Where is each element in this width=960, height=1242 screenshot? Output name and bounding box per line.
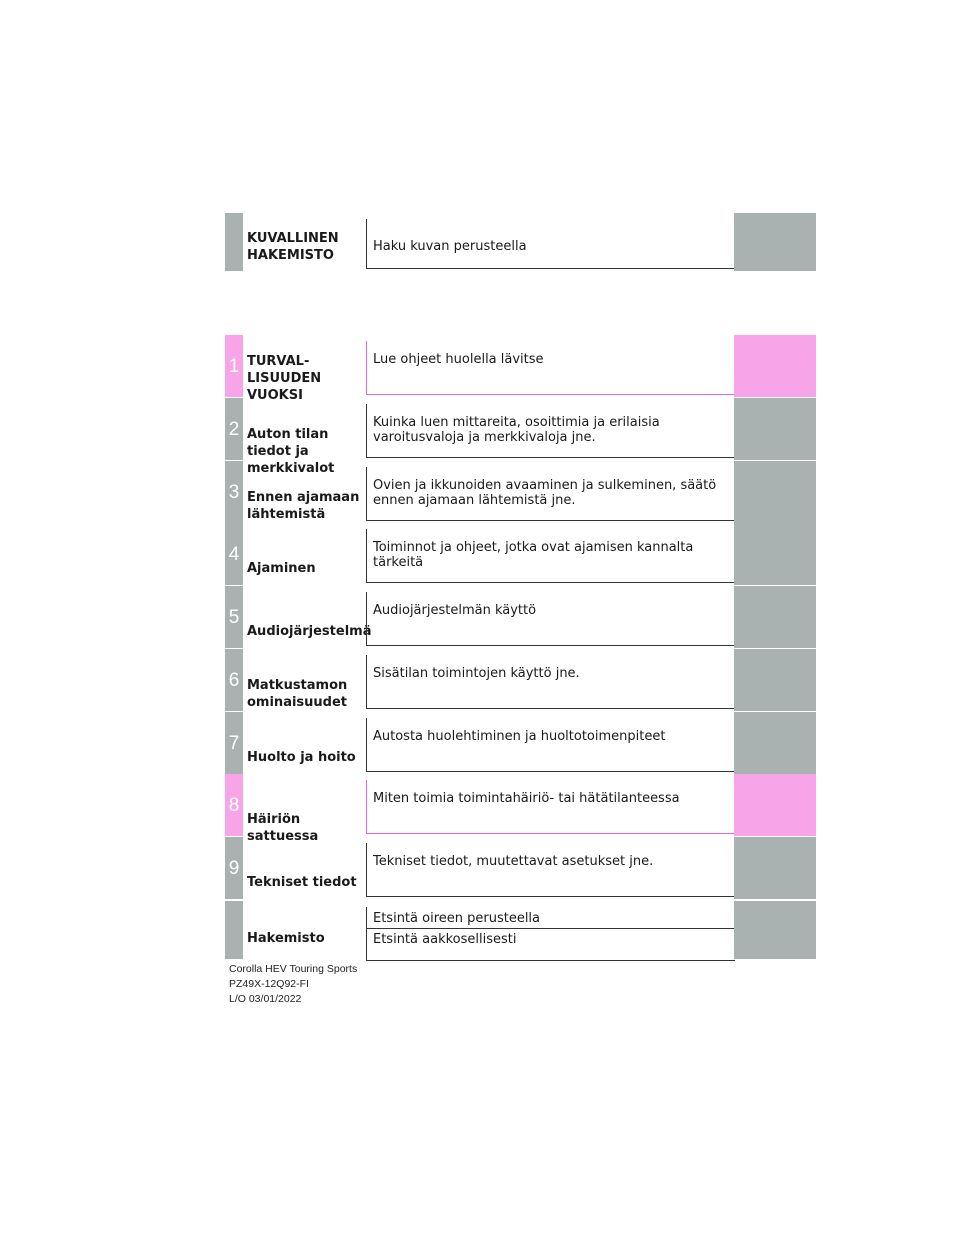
section-title: Häiriön sattuessa (247, 812, 319, 844)
section-underline (366, 896, 734, 897)
footer-date: L/O 03/01/2022 (229, 993, 302, 1005)
index-tab (225, 901, 243, 959)
index-item-divider (367, 928, 735, 929)
section-side-tab (734, 712, 816, 774)
section-tab (225, 586, 243, 648)
section-link[interactable] (366, 467, 735, 521)
section-number: 3 (228, 482, 240, 503)
section-number: 2 (228, 419, 240, 440)
section-description: Toiminnot ja ohjeet, jotka ovat ajamisen kannalta tärkeitä (373, 540, 694, 570)
section-underline (366, 520, 734, 521)
section-description: Sisätilan toimintojen käyttö jne. (373, 666, 580, 681)
section-row (225, 837, 816, 899)
section-row (225, 649, 816, 711)
section-underline (366, 582, 734, 583)
footer-code: PZ49X-12Q92-FI (229, 978, 309, 990)
section-link[interactable] (366, 529, 735, 583)
footer-model: Corolla HEV Touring Sports (229, 963, 358, 975)
section-tab (225, 523, 243, 585)
section-underline (366, 771, 734, 772)
section-description: Lue ohjeet huolella lävitse (373, 352, 544, 367)
header-row (225, 213, 816, 271)
index-item-alphabetical[interactable]: Etsintä aakkosellisesti (373, 932, 517, 947)
section-tab (225, 461, 243, 523)
section-tab (225, 837, 243, 899)
section-side-tab (734, 586, 816, 648)
footer (229, 962, 357, 1007)
section-link[interactable] (366, 843, 735, 897)
section-side-tab (734, 398, 816, 460)
header-tab (225, 213, 243, 271)
section-row (225, 398, 816, 476)
section-underline (366, 457, 734, 458)
section-link[interactable] (366, 718, 735, 772)
section-row (225, 586, 816, 648)
section-description: Miten toimia toimintahäiriö- tai hätätilanteessa (373, 791, 680, 806)
section-tab (225, 398, 243, 460)
section-description: Kuinka luen mittareita, osoittimia ja erilaisia varoitusvaloja ja merkkivaloja jne. (373, 415, 660, 445)
section-row (225, 335, 816, 403)
section-title: Audiojärjestelmä (247, 624, 372, 639)
section-tab (225, 774, 243, 836)
index-side-tab (734, 901, 816, 959)
section-number: 7 (228, 733, 240, 754)
header-link[interactable] (366, 219, 735, 269)
section-title: TURVAL-LISUUDEN VUOKSI (247, 354, 322, 403)
section-link[interactable] (366, 404, 735, 458)
header-side-tab (734, 213, 816, 271)
section-number: 4 (228, 544, 240, 565)
header-description: Haku kuvan perusteella (373, 239, 527, 254)
index-item-symptom[interactable]: Etsintä oireen perusteella (373, 911, 541, 926)
section-underline (366, 708, 734, 709)
section-number: 6 (228, 670, 240, 691)
index-links (366, 907, 735, 961)
section-underline (366, 394, 734, 395)
section-description: Autosta huolehtiminen ja huoltotoimenpiteet (373, 729, 666, 744)
section-title: Ajaminen (247, 561, 316, 576)
section-link[interactable] (366, 592, 735, 646)
section-side-tab (734, 774, 816, 836)
section-link[interactable] (366, 780, 735, 834)
index-underline (367, 960, 735, 961)
section-row (225, 774, 816, 844)
section-side-tab (734, 649, 816, 711)
index-row (225, 901, 816, 959)
section-number: 9 (228, 858, 240, 879)
section-link[interactable] (366, 655, 735, 709)
section-side-tab (734, 461, 816, 523)
section-title: Matkustamon ominaisuudet (247, 678, 348, 710)
section-row (225, 461, 816, 523)
index-title: Hakemisto (247, 931, 325, 946)
section-title: Auton tilan tiedot ja merkkivalot (247, 427, 335, 476)
section-tab (225, 649, 243, 711)
section-side-tab (734, 523, 816, 585)
section-description: Ovien ja ikkunoiden avaaminen ja sulkeminen, säätö ennen ajamaan lähtemistä jne. (373, 478, 717, 508)
section-row (225, 523, 816, 585)
section-tab (225, 335, 243, 397)
section-side-tab (734, 837, 816, 899)
section-underline (366, 645, 734, 646)
section-number: 5 (228, 607, 240, 628)
section-description: Audiojärjestelmän käyttö (373, 603, 537, 618)
section-number: 8 (228, 795, 240, 816)
section-number: 1 (228, 356, 240, 377)
header-title: KUVALLINEN HAKEMISTO (247, 231, 339, 263)
section-link[interactable] (366, 341, 735, 395)
section-title: Huolto ja hoito (247, 750, 356, 765)
section-row (225, 712, 816, 774)
header-underline (366, 268, 734, 269)
section-underline (366, 833, 734, 834)
section-description: Tekniset tiedot, muutettavat asetukset jne. (373, 854, 654, 869)
section-title: Tekniset tiedot (247, 875, 357, 890)
section-tab (225, 712, 243, 774)
section-title: Ennen ajamaan lähtemistä (247, 490, 360, 522)
section-side-tab (734, 335, 816, 397)
